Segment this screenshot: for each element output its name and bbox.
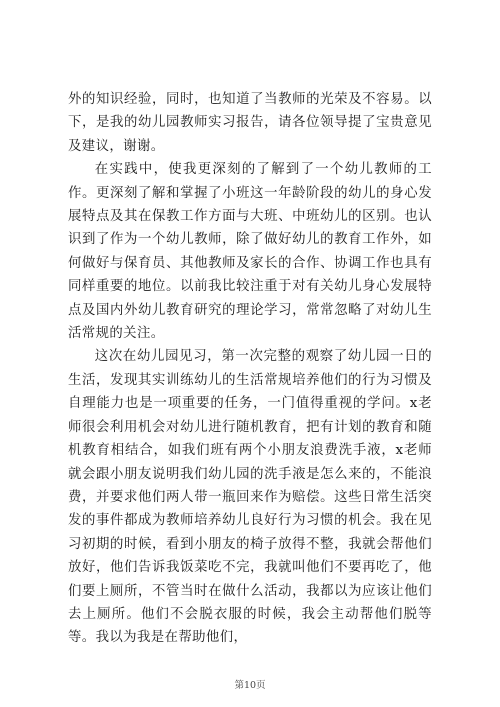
paragraph-3: 这次在幼儿园见习，第一次完整的观察了幼儿园一日的生活，发现其实训练幼儿的生活常规培养他们的行为习惯及自理能力也是一项重要的任务，一门值得重视的学问。x老师很会利用机会对幼儿进行随机教育，把有计划的教育和随机教育相结合，如我们班有两个小朋友浪费洗手液，x老师就会跟小朋友说明我们幼儿园的洗手液是怎么来的，不能浪费，并要求他们两人带一瓶回来作为赔偿。这些日常生活突发的事件都成为教师培养幼儿良好行为习惯的机会。我在见习初期的时候，看到小朋友的椅子放得不整，我就会帮他们放好，他们告诉我饭菜吃不完，我就叫他们不要再吃了，他们要上厕所，不管当时在做什么活动，我都以为应该让他们去上厕所。他们不会脱衣服的时候，我会主动帮他们脱等等。我以为我是在帮助他们，	[68, 349, 432, 646]
document-body	[68, 88, 432, 650]
paragraph-2: 在实践中，使我更深刻的了解到了一个幼儿教师的工作。更深刻了解和掌握了小班这一年龄阶段的幼儿的身心发展特点及其在保教工作方面与大班、中班幼儿的区别。也认识到了作为一个幼儿教师，除了做好幼儿的教育工作外，如何做好与保育员、其他教师及家长的合作、协调工作也具有同样重要的地位。以前我比较注重于对有关幼儿身心发展特点及国内外幼儿教育研究的理论学习，常常忽略了对幼儿生活常规的关注。	[68, 162, 432, 342]
paragraph-1: 外的知识经验，同时，也知道了当教师的光荣及不容易。以下，是我的幼儿园教师实习报告，请各位领导提了宝贵意见及建议，谢谢。	[68, 92, 432, 154]
page-number: 第10页	[234, 680, 266, 691]
